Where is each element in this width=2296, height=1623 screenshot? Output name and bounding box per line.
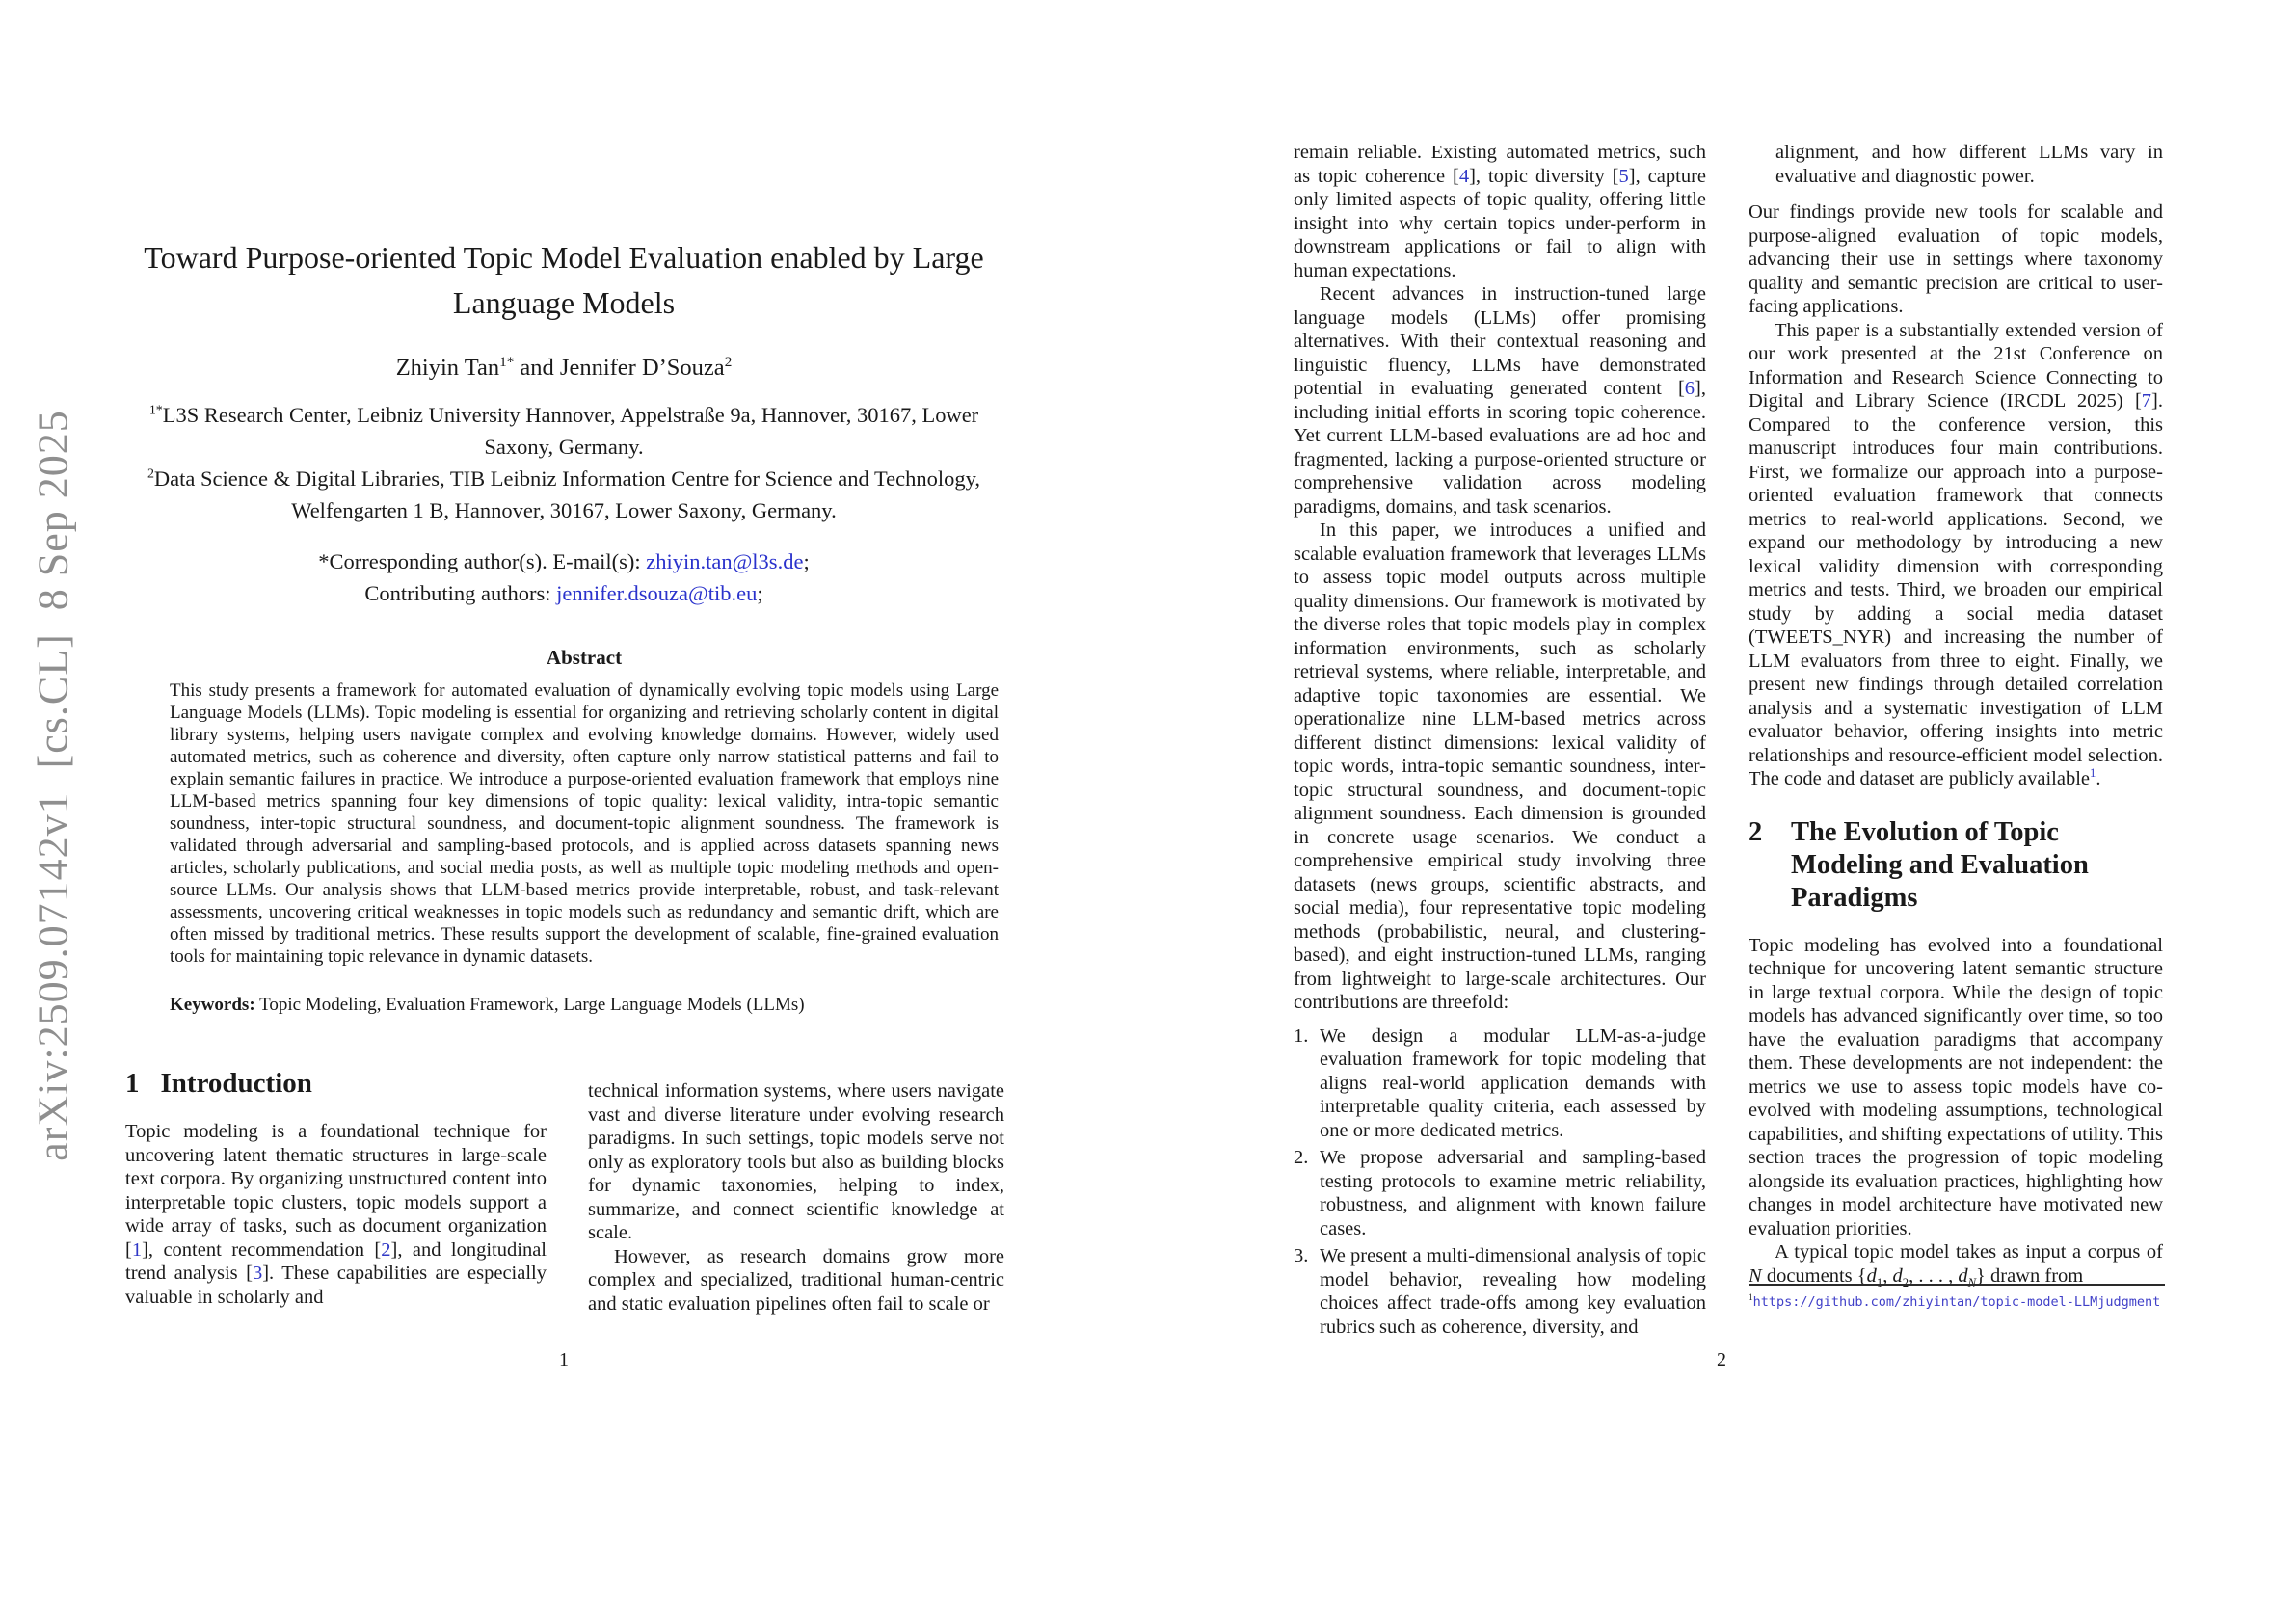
list-item-text: We propose adversarial and sampling-based testing protocols to examine metric reliability, robustness, and alignment with known failure cases.: [1320, 1147, 1706, 1239]
list-item-number: 3.: [1294, 1245, 1309, 1266]
paragraph: A typical topic model takes as input a corpus of N documents {$d_1$, $d_2$, . . . , $d_N$} drawn from: [1749, 1241, 2163, 1290]
page2-column-1: [1294, 141, 1706, 1339]
text-segment: N: [1967, 1275, 1977, 1290]
page-2-number: 2: [1717, 1349, 1726, 1370]
citation-ref[interactable]: 5: [1618, 165, 1629, 187]
text-segment: 1*: [499, 353, 515, 370]
paragraph: technical information systems, where users navigate vast and diverse literature under evolving research paradigms. In such settings, topic models serve not only as exploratory tools but also as building blocks for dynamic taxonomies, helping to index, summarize, and connect scientific knowledge at scale.: [588, 1080, 1004, 1243]
corresponding-email-link[interactable]: zhiyin.tan@l3s.de: [646, 549, 804, 573]
contact-block: [140, 545, 988, 609]
abstract-text: This study presents a framework for automated evaluation of dynamically evolving topic models using Large Language Models (LLMs). Topic modeling is essential for organizing and retrieving scholarly content in digital library systems, helping users navigate complex and evolving knowledge domains. However, widely used automated metrics, such as coherence and diversity, often capture only narrow statistical patterns and fail to explain semantic failures in practice. We introduce a purpose-oriented evaluation framework that employs nine LLM-based metrics spanning four key dimensions of topic quality: lexical validity, intra-topic semantic soundness, inter-topic structural soundness, and document-topic alignment soundness. The framework is validated through adversarial and sampling-based protocols, and is applied across datasets spanning news articles, scholarly publications, and social media posts, as well as multiple topic modeling methods and open-source LLMs. Our analysis shows that LLM-based metrics provide interpretable, robust, and task-relevant assessments, uncovering critical weaknesses in topic models such as redundancy and semantic drift, which are often missed by traditional metrics. These results support the development of scalable, fine-grained evaluation tools for maintaining topic relevance in dynamic datasets.: [170, 680, 999, 967]
list-item: [1294, 1024, 1706, 1143]
footnote-1: [1749, 1294, 2165, 1311]
citation-ref[interactable]: 1: [131, 1238, 143, 1261]
text-segment: d: [1892, 1264, 1903, 1287]
page1-column-1: [125, 1120, 547, 1309]
paragraph: Our findings provide new tools for scalable and purpose-aligned evaluation of topic models, advancing their use in settings where taxonomy quality and semantic precision are critical to user-facing applications.: [1749, 201, 2163, 317]
text-segment: N: [1749, 1264, 1762, 1287]
paragraph: This paper is a substantially extended version of our work presented at the 21st Conference on Information and Research Science Connecting to Digital and Library Science (IRCDL 2025) [7]. Compared to the conference version, this manuscript introduces four main contributions. First, we formalize our approach into a purpose-oriented evaluation framework that connects metrics to real-world applications. Second, we expand our methodology by introducing a new lexical validity dimension with corresponding metrics and tests. Third, we broaden our empirical study by adding a social media dataset (TWEETS_NYR) and increasing the number of LLM evaluators from three to eight. Finally, we present new findings through detailed correlation analysis and a systematic investigation of LLM evaluator behavior, offering insights into metric relationships and resource-efficient model selection. The code and dataset are publicly available$^1$.: [1749, 319, 2163, 789]
authors-line: Zhiyin Tan$^{1*}$ and Jennifer D’Souza$^2$: [395, 353, 733, 381]
paragraph: In this paper, we introduces a unified and scalable evaluation framework that leverages LLMs to assess topic model outputs across multiple quality dimensions. Our framework is motivated by the diverse roles that topic models play in complex information environments, such as scholarly retrieval systems, where reliable, interpretable, and adaptive topic taxonomies are essential. We operationalize nine LLM-based metrics across different distinct dimensions: lexical validity of topic words, intra-topic semantic soundness, inter-topic structural soundness, and document-topic alignment soundness. Each dimension is grounded in concrete usage scenarios. We conduct a comprehensive empirical study involving three datasets (news groups, scientific abstracts, and social media), four representative topic modeling methods (probabilistic, neural, and clustering-based), and eight instruction-tuned LLMs, ranging from lightweight to large-scale architectures. Our contributions are threefold:: [1294, 519, 1706, 1013]
abstract-heading: Abstract: [546, 646, 623, 669]
citation-ref[interactable]: 7: [2141, 390, 2152, 412]
corresponding-line: *Corresponding author(s). E-mail(s): zhiyin.tan@l3s.de;: [318, 549, 810, 573]
text-segment: 2: [1902, 1275, 1909, 1290]
contributing-line: Contributing authors: jennifer.dsouza@tib.eu;: [364, 581, 763, 605]
paragraph: remain reliable. Existing automated metrics, such as topic coherence [4], topic diversity [5], capture only limited aspects of topic quality, offering little insight into why certain topics under-perform in downstream applications or fail to align with human expectations.: [1294, 142, 1706, 281]
paper-title: Toward Purpose-oriented Topic Model Evaluation enabled by Large Language Models: [144, 240, 984, 320]
list-item: [1294, 1146, 1706, 1240]
citation-ref[interactable]: 2: [381, 1238, 391, 1261]
citation-ref[interactable]: 6: [1684, 378, 1695, 399]
github-repo-link[interactable]: https://github.com/zhiyintan/topic-model-LLMjudgment: [1752, 1294, 2161, 1310]
keywords-line: Keywords: Topic Modeling, Evaluation Framework, Large Language Models (LLMs): [170, 995, 805, 1015]
list-item-number: 1.: [1294, 1024, 1309, 1047]
text-segment: 1: [1876, 1275, 1883, 1290]
list-item-text: We present a multi-dimensional analysis of topic model behavior, revealing how modeling choices affect trade-offs among key evaluation rubrics such as coherence, diversity, and: [1320, 1245, 1706, 1338]
text-segment: d: [1958, 1264, 1968, 1287]
text-segment: 2: [724, 353, 733, 370]
arxiv-watermark: arXiv:2509.07142v1 [cs.CL] 8 Sep 2025: [29, 410, 77, 1161]
list-item-number: 2.: [1294, 1147, 1309, 1168]
citation-ref[interactable]: 4: [1458, 165, 1470, 187]
paragraph: Recent advances in instruction-tuned large language models (LLMs) offer promising alternatives. With their contextual reasoning and linguistic fluency, LLMs have demonstrated potential in evaluating generated content [6], including initial efforts in scoring topic coherence. Yet current LLM-based evaluations are ad hoc and fragmented, lacking a purpose-oriented structure or comprehensive validation across modeling paradigms, domains, and task scenarios.: [1294, 283, 1706, 518]
section-1-heading: [125, 1068, 547, 1100]
affiliations-block: [135, 399, 993, 526]
page1-column-2: [588, 1079, 1004, 1316]
text-segment: d: [1866, 1264, 1877, 1287]
citation-ref[interactable]: 3: [252, 1263, 263, 1284]
footnote-rule: [1749, 1284, 2165, 1286]
contributing-email-link[interactable]: jennifer.dsouza@tib.eu: [556, 581, 758, 605]
section-2-title: The Evolution of Topic Modeling and Evaluation Paradigms: [1791, 816, 2089, 913]
footnote-number: 1: [1749, 1293, 1753, 1303]
section-1-number: 1: [125, 1068, 140, 1099]
footnote-marker-1[interactable]: 1: [2090, 766, 2096, 781]
paragraph: Topic modeling is a foundational technique for uncovering latent thematic structures in large-scale text corpora. By organizing unstructured content into interpretable topic clusters, topic models support a wide array of tasks, such as document organization [1], content recommendation [2], and longitudinal trend analysis [3]. These capabilities are especially valuable in scholarly and: [125, 1121, 547, 1308]
paragraph: Topic modeling has evolved into a foundational technique for uncovering latent semantic structure in large textual corpora. While the design of topic models has advanced significantly over time, so too have the evaluation paradigms that accompany them. These developments are not independent: the metrics we use to assess topic models have co-evolved with modeling assumptions, technological capabilities, and shifting expectations of utility. This section traces the progression of topic modeling alongside its evaluation practices, highlighting how changes in model architecture have motivated new evaluation priorities.: [1749, 934, 2163, 1239]
text-segment: 1*: [148, 403, 163, 418]
contributions-list: [1294, 1024, 1706, 1340]
text-segment: 2: [147, 466, 154, 482]
abstract-section: [170, 646, 999, 1016]
section-2-heading: [1749, 816, 2163, 915]
text-segment: Keywords:: [170, 995, 255, 1015]
affiliation-1: $^{1*}$L3S Research Center, Leibniz University Hannover, Appelstraße 9a, Hannover, 30167, Lower Saxony, Germany.: [148, 403, 979, 459]
section-2-number: 2: [1749, 816, 1763, 847]
list-item: [1294, 1244, 1706, 1339]
page-1-number: 1: [559, 1349, 569, 1370]
footnote-block: [1749, 1284, 2165, 1311]
page2-column-2: [1749, 141, 2163, 1288]
section-1-title: Introduction: [160, 1068, 312, 1099]
list-item-continuation: alignment, and how different LLMs vary in evaluative and diagnostic power.: [1775, 142, 2163, 187]
paragraph: However, as research domains grow more complex and specialized, traditional human-centric and static evaluation pipelines often fail to scale or: [588, 1245, 1004, 1315]
affiliation-2: $^2$Data Science & Digital Libraries, TIB Leibniz Information Centre for Science and Technology, Welfengarten 1 B, Hannover, 30167, Lower Saxony, Germany.: [147, 466, 981, 522]
list-item-text: We design a modular LLM-as-a-judge evaluation framework for topic modeling that aligns real-world application demands with interpretable quality criteria, each assessed by one or more dedicated metrics.: [1320, 1024, 1706, 1141]
